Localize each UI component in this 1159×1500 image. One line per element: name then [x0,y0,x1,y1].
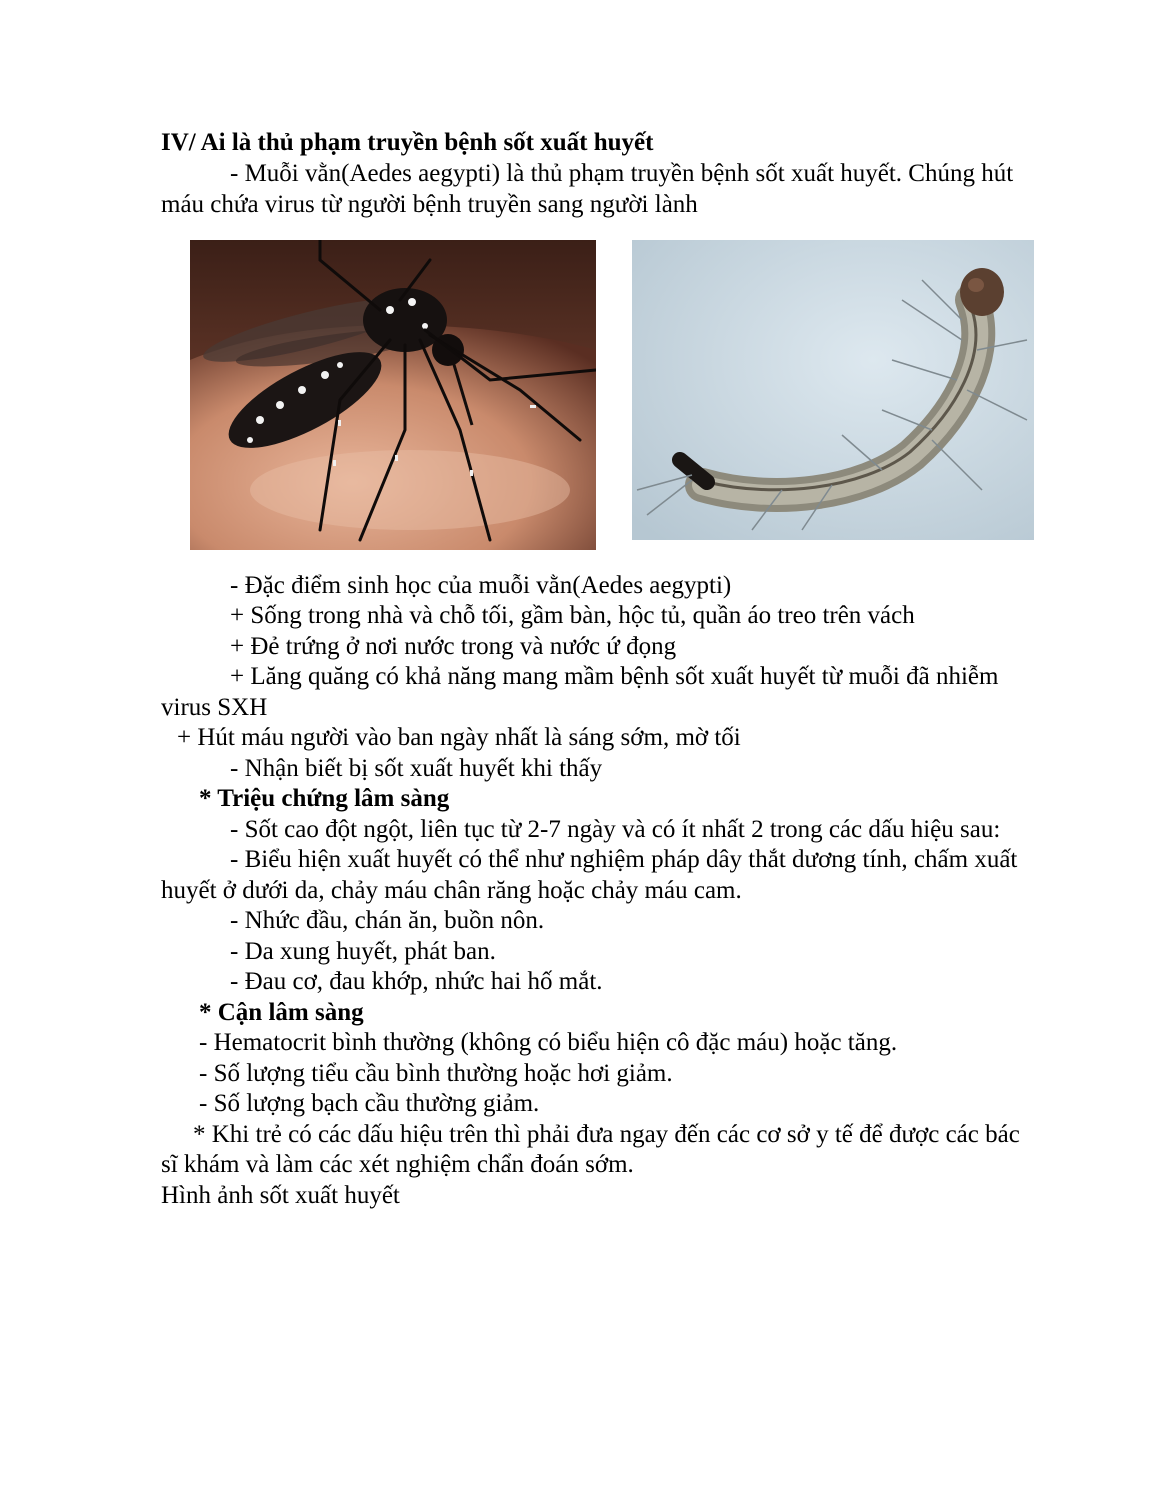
clinical-heading: * Triệu chứng lâm sàng [199,785,450,812]
clinical-symptom-1: - Sốt cao đột ngột, liên tục từ 2-7 ngày và có ít nhất 2 trong các dấu hiệu sau: [230,816,1001,843]
intro-line-1: - Muỗi vằn(Aedes aegypti) là thủ phạm truyền bệnh sốt xuất huyết. Chúng hút [230,160,1014,187]
biology-title: - Đặc điểm sinh học của muỗi vằn(Aedes aegypti) [230,572,732,599]
advice-line-1: * Khi trẻ có các dấu hiệu trên thì phải đưa ngay đến các cơ sở y tế để được các bác [193,1121,1020,1148]
biology-item-3-line-1: + Lăng quăng có khả năng mang mầm bệnh sốt xuất huyết từ muỗi đã nhiễm [230,663,999,690]
image-caption: Hình ảnh sốt xuất huyết [161,1182,400,1209]
clinical-symptom-3: - Nhức đầu, chán ăn, buồn nôn. [230,907,545,934]
paraclinical-item-1: - Hematocrit bình thường (không có biểu hiện cô đặc máu) hoặc tăng. [199,1029,898,1056]
clinical-symptom-2-line-2: huyết ở dưới da, chảy máu chân răng hoặc chảy máu cam. [161,877,742,904]
clinical-symptom-5: - Đau cơ, đau khớp, nhức hai hố mắt. [230,968,603,995]
section-heading: IV/ Ai là thủ phạm truyền bệnh sốt xuất huyết [161,129,654,156]
advice-line-2: sĩ khám và làm các xét nghiệm chẩn đoán sớm. [161,1151,634,1178]
biology-item-1: + Sống trong nhà và chỗ tối, gầm bàn, hộc tủ, quần áo treo trên vách [230,602,915,629]
biology-item-4: + Hút máu người vào ban ngày nhất là sáng sớm, mờ tối [177,724,741,751]
paraclinical-heading: * Cận lâm sàng [199,999,364,1026]
clinical-symptom-2-line-1: - Biểu hiện xuất huyết có thể như nghiệm pháp dây thắt dương tính, chấm xuất [230,846,1018,873]
larva-illustration [632,240,1034,540]
paraclinical-item-2: - Số lượng tiểu cầu bình thường hoặc hơi giảm. [199,1060,673,1087]
intro-line-2: máu chứa virus từ người bệnh truyền sang người lành [161,191,698,218]
mosquito-illustration [190,240,596,550]
paraclinical-item-3: - Số lượng bạch cầu thường giảm. [199,1090,540,1117]
larva-photo [632,240,1034,540]
mosquito-photo [190,240,596,550]
recognize-line: - Nhận biết bị sốt xuất huyết khi thấy [230,755,603,782]
biology-item-2: + Đẻ trứng ở nơi nước trong và nước ứ đọng [230,633,677,660]
clinical-symptom-4: - Da xung huyết, phát ban. [230,938,496,965]
biology-item-3-line-2: virus SXH [161,694,268,721]
